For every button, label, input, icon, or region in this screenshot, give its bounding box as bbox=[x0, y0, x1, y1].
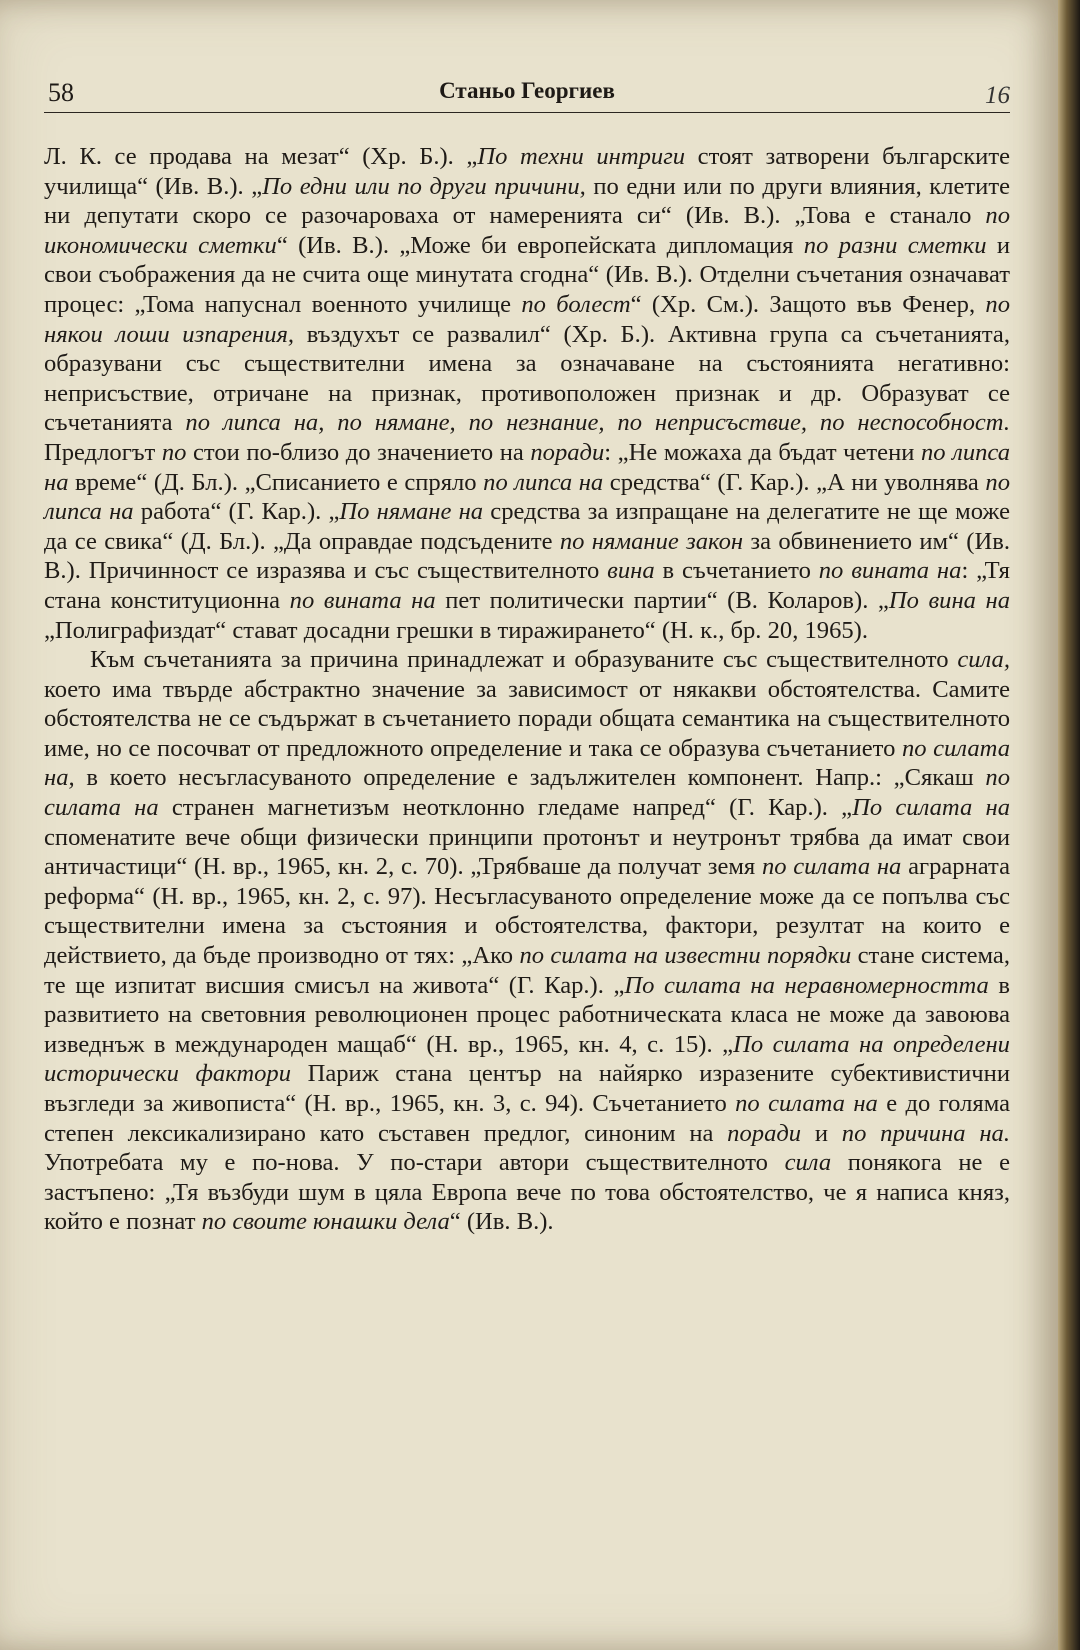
body-text bbox=[44, 142, 1010, 1237]
text-run: „Полиграфиздат“ стават досадни грешки в тиражирането“ (Н. к., бр. 20, 1965). bbox=[44, 616, 869, 644]
text-run: е до голяма степен лексикализирано като съставен предлог, синоним на bbox=[44, 1090, 1011, 1147]
italic-phrase: поради bbox=[530, 438, 605, 466]
text-run: : „Не можаха да бъдат четени bbox=[604, 438, 921, 466]
page-header bbox=[44, 72, 1010, 113]
running-title: Станьо Георгиев bbox=[439, 78, 615, 103]
text-run: време“ (Д. Бл.). „Списанието е спряло bbox=[68, 468, 484, 496]
text-run: и bbox=[801, 1119, 842, 1147]
text-run: въздухът се развалил“ (Хр. Б.). Активна група са съчетанията, образувани със съществителни имена за означаване на състоянията негативно: неприсъствие, отричане на признак, противоположен признак и др. Образуват се съчетанията bbox=[44, 320, 1010, 437]
book-binding-edge bbox=[1058, 0, 1080, 1650]
text-run: пет политически партии“ (В. Коларов). „ bbox=[435, 586, 889, 614]
italic-phrase: поради bbox=[727, 1119, 802, 1147]
italic-phrase: по някои лоши изпарения, bbox=[44, 290, 1011, 348]
text-run: в развитието на световния революционен процес работническата класа не може да завоюва изведнъж в международен мащаб“ (Н. вр., 1965, кн. 4, с. 15). „ bbox=[44, 971, 1011, 1058]
italic-phrase: По силата на неравномерността bbox=[624, 971, 989, 999]
text-run: по едни или по други влияния, клетите ни депутати скоро се разочароваха от намеренията си“ (Ив. В.). „Това е станало bbox=[44, 172, 1010, 230]
italic-phrase: по вината на bbox=[818, 557, 962, 585]
text-run: “ (Ив. В.). „Може би европейската дипломация bbox=[276, 231, 804, 259]
text-run: Париж стана център на найярко изразените субективистични възгледи за живописта“ (Н. вр., 1965, кн. 3, с. 94). Съчетанието bbox=[44, 1060, 1010, 1117]
text-run: Към съчетанията за причина принадлежат и образуваните със съществителното bbox=[90, 646, 958, 674]
paragraph-2 bbox=[44, 645, 1010, 1237]
text-run: Л. К. се продава на мезат“ (Хр. Б.). „ bbox=[44, 143, 478, 170]
text-run: средства за изпращане на делегатите не ще може да се свика“ (Д. Бл.). „Да оправдае подсъдените bbox=[44, 498, 1010, 555]
italic-phrase: по липса на bbox=[44, 438, 1010, 496]
italic-phrase: по вината на bbox=[289, 586, 436, 614]
page-number: 58 bbox=[48, 78, 74, 107]
text-run: странен магнетизъм неотклонно гледаме напред“ (Г. Кар.). „ bbox=[158, 794, 853, 822]
italic-phrase: по липса на bbox=[483, 468, 604, 496]
italic-phrase: по липса на, по нямане, по незнание, по неприсъствие, по неспособност. bbox=[185, 409, 1010, 437]
italic-phrase: сила, bbox=[957, 646, 1010, 674]
italic-phrase: по причина на. bbox=[841, 1119, 1010, 1147]
handwritten-number: 16 bbox=[985, 82, 1010, 109]
italic-phrase: по bbox=[161, 438, 187, 466]
text-run: работа“ (Г. Кар.). „ bbox=[133, 498, 340, 526]
italic-phrase: по нямание закон bbox=[559, 527, 744, 555]
italic-phrase: сила bbox=[784, 1149, 832, 1177]
italic-phrase: По силата на определени исторически фактори bbox=[44, 1030, 1010, 1088]
text-run: стоят затворени българските училища“ (Ив. В.). „ bbox=[44, 143, 1010, 200]
text-run: Предлогът bbox=[44, 438, 162, 466]
text-run: “ (Хр. См.). Защото във Фенер, bbox=[630, 290, 986, 318]
italic-phrase: по липса на bbox=[44, 468, 1010, 526]
text-run: стане система, те ще изпитат висшия смисъл на живота“ (Г. Кар.). „ bbox=[44, 942, 1010, 999]
italic-phrase: по силата на, bbox=[44, 734, 1010, 792]
italic-phrase: по болест bbox=[521, 290, 631, 318]
text-run: и свои съображения да не счита още минутата сгодна“ (Ив. В.). Отделни съчетания означават процес: „Тома напуснал военното училище bbox=[44, 231, 1011, 318]
text-run: : „Тя стана конституционна bbox=[44, 557, 1010, 614]
text-run: в съчетанието bbox=[654, 557, 819, 585]
italic-phrase: по силата на bbox=[735, 1090, 878, 1117]
text-run: за обвинението им“ (Ив. В.). Причинност се изразява и със съществителното bbox=[44, 527, 1011, 585]
italic-phrase: По техни интриги bbox=[477, 143, 686, 170]
italic-phrase: По силата на bbox=[852, 794, 1010, 822]
italic-phrase: По нямане на bbox=[339, 498, 484, 526]
italic-phrase: по своите юнашки дела bbox=[201, 1208, 450, 1236]
text-run: понякога не е застъпено: „Тя възбуди шум в цяла Европа вече по това обстоятелство, че я написа княз, който е познат bbox=[44, 1149, 1010, 1236]
text-run: средства“ (Г. Кар.). „А ни уволнява bbox=[603, 468, 986, 496]
italic-phrase: по силата на bbox=[761, 853, 902, 881]
text-run: споменатите вече общи физически принципи протонът и неутронът трябва да имат свои античастици“ (Н. вр., 1965, кн. 2, с. 70). „Трябваше да получат земя bbox=[44, 823, 1010, 881]
text-run: стои по-близо до значението на bbox=[186, 438, 531, 466]
text-run: което има твърде абстрактно значение за зависимост от някакви обстоятелства. Самите обстоятелства не се съдържат в съчетанието поради общата семантика на съществителното име, но се посочват от предложното определение и така се образува съчетанието bbox=[44, 675, 1010, 762]
italic-phrase: по икономически сметки bbox=[44, 202, 1010, 259]
italic-phrase: по силата на известни порядки bbox=[519, 942, 852, 970]
italic-phrase: По вина на bbox=[888, 586, 1011, 614]
italic-phrase: вина bbox=[607, 557, 655, 585]
text-run: Употребата му е по-нова. У по-стари автори съществителното bbox=[44, 1149, 785, 1177]
italic-phrase: по разни сметки bbox=[803, 231, 987, 259]
paragraph-1 bbox=[44, 142, 1010, 645]
italic-phrase: по силата на bbox=[44, 764, 1010, 822]
italic-phrase: По едни или по други причини, bbox=[262, 172, 586, 200]
text-run: аграрната реформа“ (Н. вр., 1965, кн. 2, с. 97). Несъгласуваното определение може да се попълва със съществителни имена за състояния и обстоятелства, фактори, резултат на които е действието, да бъде производно от тях: „Ако bbox=[44, 853, 1010, 970]
text-run: “ (Ив. В.). bbox=[449, 1208, 554, 1236]
text-run: в което несъгласуваното определение е задължителен компонент. Напр.: „Сякаш bbox=[74, 764, 986, 792]
